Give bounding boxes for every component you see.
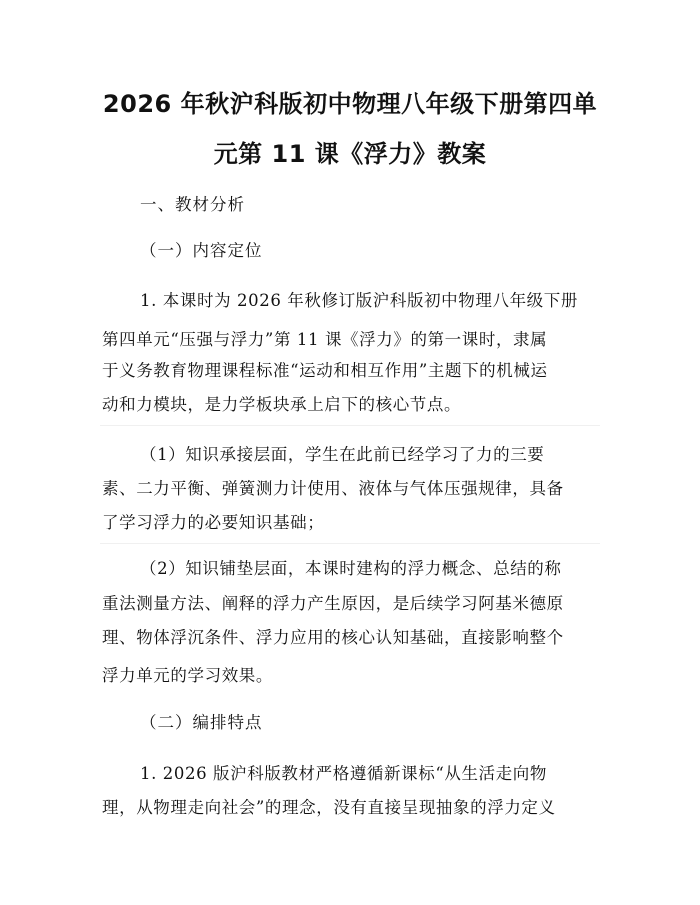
paragraph-3-line-4: 浮力单元的学习效果。	[102, 666, 273, 685]
paragraph-2-line-3: 了学习浮力的必要知识基础；	[102, 513, 325, 532]
paragraph-1-line-4: 动和力模块，是力学板块承上启下的核心节点。	[102, 395, 462, 414]
paragraph-3-line-1: （2）知识铺垫层面，本课时建构的浮力概念、总结的称	[140, 559, 562, 578]
document-title-line-1: 2026 年秋沪科版初中物理八年级下册第四单	[102, 90, 598, 118]
paragraph-divider	[100, 425, 600, 426]
paragraph-3-line-3: 理、物体浮沉条件、浮力应用的核心认知基础，直接影响整个	[102, 628, 564, 647]
paragraph-2-line-2: 素、二力平衡、弹簧测力计使用、液体与气体压强规律，具备	[102, 479, 564, 498]
section-heading-teaching-material-analysis: 一、教材分析	[140, 195, 245, 214]
paragraph-2-line-1: （1）知识承接层面，学生在此前已经学习了力的三要	[140, 445, 545, 464]
paragraph-4-line-2: 理，从物理走向社会”的理念，没有直接呈现抽象的浮力定义	[102, 798, 556, 817]
document-title-line-2: 元第 11 课《浮力》教案	[213, 140, 487, 168]
subsection-heading-arrangement-features: （二）编排特点	[140, 713, 263, 732]
paragraph-divider	[100, 543, 600, 544]
paragraph-1-line-1: 1. 本课时为 2026 年秋修订版沪科版初中物理八年级下册	[140, 291, 578, 310]
paragraph-1-line-3: 于义务教育物理课程标准“运动和相互作用”主题下的机械运	[102, 361, 548, 380]
paragraph-4-line-1: 1. 2026 版沪科版教材严格遵循新课标“从生活走向物	[140, 764, 547, 783]
subsection-heading-content-positioning: （一）内容定位	[140, 241, 263, 260]
paragraph-1-line-2: 第四单元“压强与浮力”第 11 课《浮力》的第一课时，隶属	[102, 330, 548, 349]
paragraph-3-line-2: 重法测量方法、阐释的浮力产生原因，是后续学习阿基米德原	[102, 594, 564, 613]
